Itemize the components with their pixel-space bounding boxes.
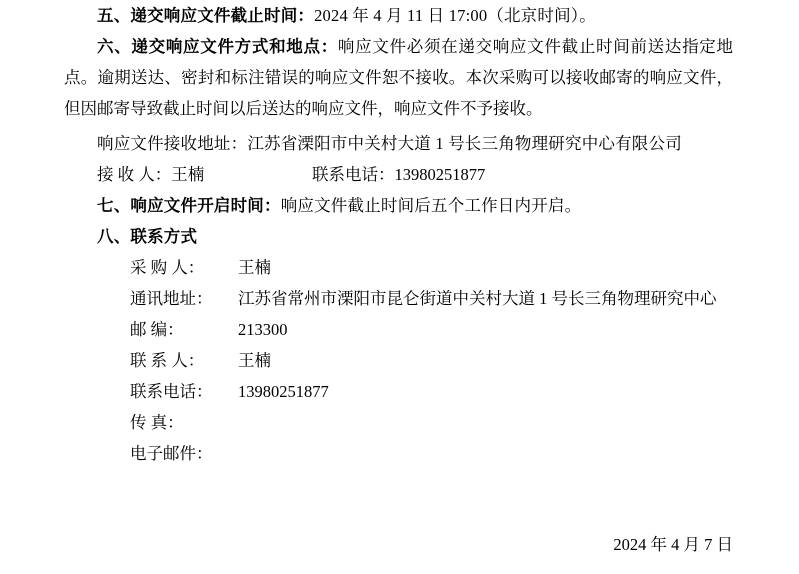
- contact-value: 王楠: [238, 258, 271, 277]
- contact-value: 13980251877: [238, 382, 329, 401]
- section-seven-body: 响应文件截止时间后五个工作日内开启。: [280, 196, 582, 215]
- contact-row: [130, 283, 733, 314]
- footer-date: 2024 年 4 月 7 日: [613, 535, 733, 554]
- section-five-body: 2024 年 4 月 11 日 17:00（北京时间）。: [314, 6, 596, 25]
- delivery-phone-value: 13980251877: [394, 165, 486, 184]
- contact-row: [130, 345, 733, 376]
- section-six-body: 响应文件必须在递交响应文件截止时间前送达指定地点。逾期送达、密封和标注错误的响应文件恕不接收。本次采购可以接收邮寄的响应文件，但因邮寄导致截止时间以后送达的响应文件，响应文件不予接收。: [64, 37, 734, 118]
- contact-row: [130, 314, 733, 345]
- delivery-phone-cell: [279, 159, 485, 190]
- contact-row: [130, 376, 733, 407]
- contact-label: 传 真：: [130, 413, 184, 432]
- contact-label: 采 购 人：: [130, 258, 205, 277]
- contact-row: [130, 438, 733, 469]
- section-eight-heading: 八、联系方式: [97, 227, 198, 246]
- section-seven: [64, 190, 733, 221]
- contact-value: 王楠: [238, 351, 271, 370]
- delivery-receiver-cell: [64, 159, 279, 190]
- contact-label: 通讯地址：: [130, 289, 213, 308]
- delivery-address-label: 响应文件接收地址：: [97, 134, 248, 153]
- delivery-receiver-label: 接 收 人：: [97, 165, 172, 184]
- section-six: [64, 31, 733, 124]
- contact-list: [64, 252, 733, 469]
- delivery-phone-label: 联系电话：: [312, 165, 395, 184]
- contact-label: 电子邮件：: [130, 444, 213, 463]
- contact-value: 213300: [238, 320, 288, 339]
- delivery-receiver-row: [64, 159, 733, 190]
- delivery-address-value: 江苏省溧阳市中关村大道 1 号长三角物理研究中心有限公司: [247, 134, 682, 153]
- delivery-receiver-value: 王楠: [171, 165, 205, 184]
- section-six-heading: 六、递交响应文件方式和地点：: [97, 37, 338, 56]
- delivery-address-row: [64, 128, 733, 159]
- contact-value: 江苏省常州市溧阳市昆仑街道中关村大道 1 号长三角物理研究中心: [238, 289, 717, 308]
- contact-label: 邮 编：: [130, 320, 184, 339]
- section-five-heading: 五、递交响应文件截止时间：: [97, 6, 315, 25]
- contact-label: 联 系 人：: [130, 351, 205, 370]
- contact-row: [130, 407, 733, 438]
- contact-row: [130, 252, 733, 283]
- section-five: [64, 0, 733, 31]
- contact-label: 联系电话：: [130, 382, 213, 401]
- section-seven-heading: 七、响应文件开启时间：: [97, 196, 281, 215]
